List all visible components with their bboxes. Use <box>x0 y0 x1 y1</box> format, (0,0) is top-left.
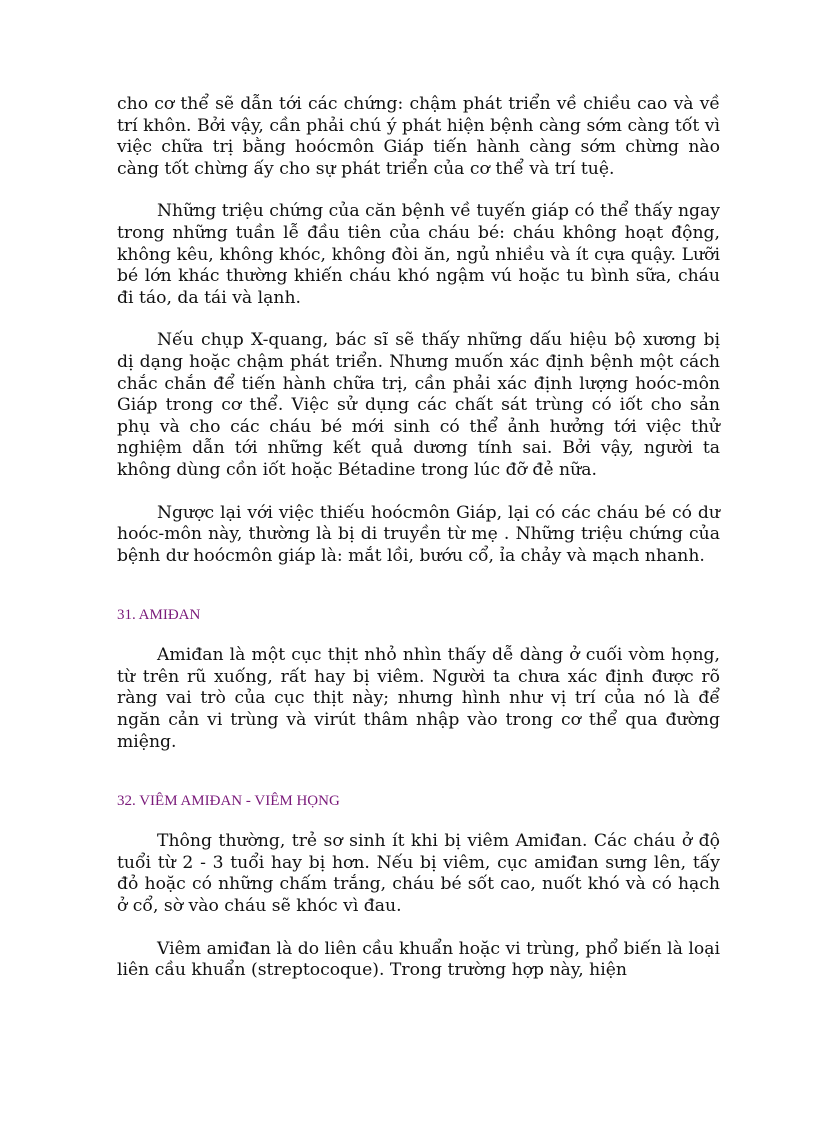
section-heading-32: 32. VIÊM AMIĐAN - VIÊM HỌNG <box>117 793 340 810</box>
paragraph: Nếu chụp X-quang, bác sĩ sẽ thấy những dấu hiệu bộ xương bị dị dạng hoặc chậm phát triển. Nhưng muốn xác định bệnh một cách chắc chắn để tiến hành chữa trị, cần phải xác định lượng hoóc-môn Giáp trong cơ thể. Việc sử dụng các chất sát trùng có iốt cho sản phụ và cho các cháu bé mới sinh có thể ảnh hưởng tới việc thử nghiệm dẫn tới những kết quả dương tính sai. Bởi vậy, người ta không dùng cồn iốt hoặc Bétadine trong lúc đỡ đẻ nữa. <box>117 330 720 480</box>
paragraph: Ngược lại với việc thiếu hoócmôn Giáp, lại có các cháu bé có dư hoóc-môn này, thường là bị di truyền từ mẹ . Những triệu chứng của bệnh dư hoócmôn giáp là: mắt lồi, bướu cổ, ỉa chảy và mạch nhanh. <box>117 502 720 566</box>
paragraph: cho cơ thể sẽ dẫn tới các chứng: chậm phát triển về chiều cao và về trí khôn. Bởi vậy, cần phải chú ý phát hiện bệnh càng sớm càng tốt vì việc chữa trị bằng hoócmôn Giáp tiến hành càng sớm chừng nào càng tốt chừng ấy cho sự phát triển của cơ thể và trí tuệ. <box>117 94 720 179</box>
paragraph: Thông thường, trẻ sơ sinh ít khi bị viêm Amiđan. Các cháu ở độ tuổi từ 2 - 3 tuổi hay bị hơn. Nếu bị viêm, cục amiđan sưng lên, tấy đỏ hoặc có những chấm trắng, cháu bé sốt cao, nuốt khó và có hạch ở cổ, sờ vào cháu sẽ khóc vì đau. <box>117 831 720 917</box>
paragraph: Amiđan là một cục thịt nhỏ nhìn thấy dễ dàng ở cuối vòm họng, từ trên rũ xuống, rất hay bị viêm. Người ta chưa xác định được rõ ràng vai trò của cục thịt này; nhưng hình như vị trí của nó là để ngăn cản vi trùng và virút thâm nhập vào trong cơ thể qua đường miệng. <box>117 645 720 752</box>
paragraph: Viêm amiđan là do liên cầu khuẩn hoặc vi trùng, phổ biến là loại liên cầu khuẩn (streptocoque). Trong trường hợp này, hiện <box>117 938 720 981</box>
section-heading-31: 31. AMIĐAN <box>117 607 201 624</box>
paragraph: Những triệu chứng của căn bệnh về tuyến giáp có thể thấy ngay trong những tuần lễ đầu tiên của cháu bé: cháu không hoạt động, không kêu, không khóc, không đòi ăn, ngủ nhiều và ít cựa quậy. Lưỡi bé lớn khác thường khiến cháu khó ngậm vú hoặc tu bình sữa, cháu đi táo, da tái và lạnh. <box>117 201 720 308</box>
document-page <box>117 94 720 1003</box>
